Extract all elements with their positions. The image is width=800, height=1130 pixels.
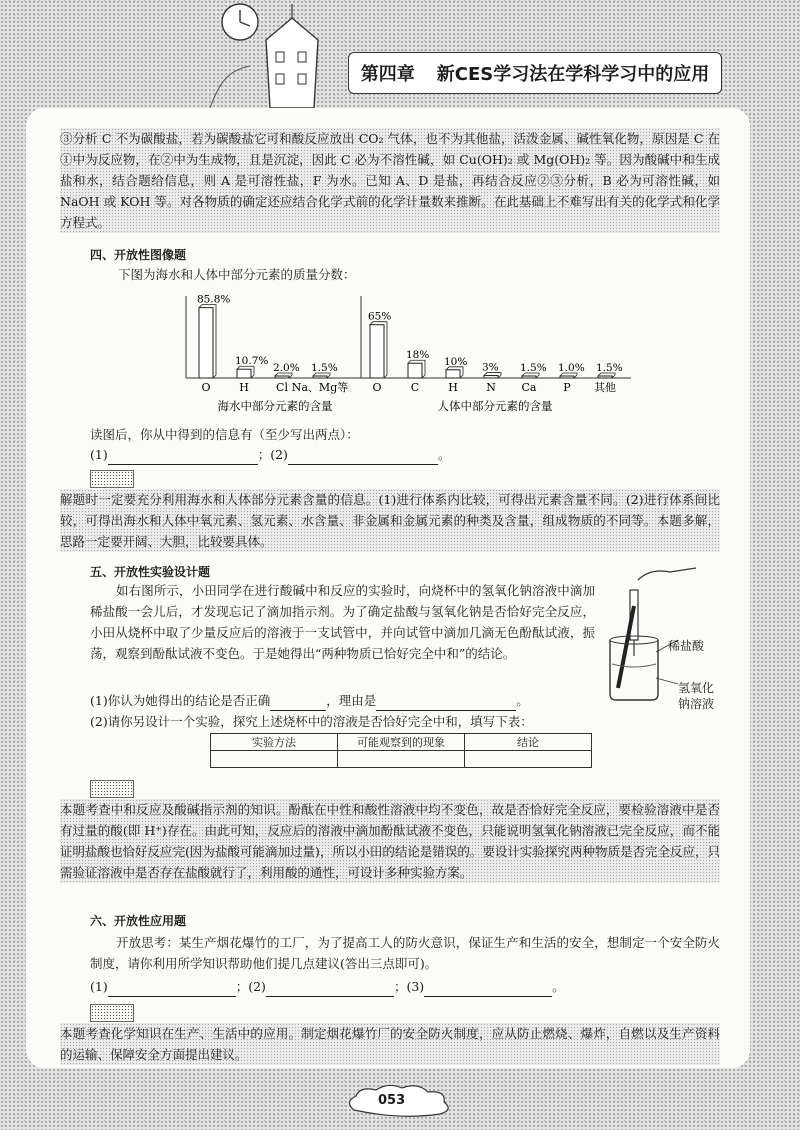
s6-answer-blank-2[interactable] xyxy=(266,982,394,997)
chart-title: 人体中部分元素的含量 xyxy=(437,399,553,413)
category-label-0: O xyxy=(372,381,382,394)
analysis-tag xyxy=(90,470,134,488)
label-dilute-hcl: 稀盐酸 xyxy=(668,639,705,653)
category-label-3: N xyxy=(486,381,496,394)
q1-end: 。 xyxy=(516,693,529,708)
section6-analysis: 本题考查化学知识在生产、生活中的应用。制定烟花爆竹厂的安全防火制度，应从防止燃烧、爆炸，自燃以及生产资料的运输、保障安全方面提出建议。 xyxy=(60,1023,720,1065)
q1-text-b: ，理由是 xyxy=(326,693,377,708)
section6-heading: 六、开放性应用题 xyxy=(90,914,187,928)
data-label-0: 85.8% xyxy=(197,293,231,306)
category-label-2: Cl xyxy=(276,381,288,394)
data-label-2: 10% xyxy=(444,355,468,368)
label-naoh-2: 钠溶液 xyxy=(678,697,715,711)
category-label-1: C xyxy=(410,381,420,394)
chapter-number: 第四章 xyxy=(360,64,415,85)
section5-analysis: 本题考查中和反应及酸碱指示剂的知识。酚酞在中性和酸性溶液中均不变色，故是否恰好完全反应，要检验溶液中是否有过量的酸(即 H⁺)存在。由此可知，反应后的溶液中滴加酚酞试液不变色，只能说明氢氧化钠溶液已完全反应，而不能证明盐酸也恰好反应完(因为盐酸可能滴加过量)，所以小田的结论是错误的。要设计实验探究两种物质是否完全反应，只需验证溶液中是否存在盐酸就行了，利用酸的通性，可设计多种实验方案。 xyxy=(60,799,720,883)
blank1-label: (1) xyxy=(90,447,108,462)
table-row xyxy=(211,751,592,768)
category-label-3: Na、Mg等 xyxy=(291,381,349,394)
data-label-0: 65% xyxy=(368,310,392,323)
analysis-tag-2 xyxy=(90,780,134,798)
chart-seawater xyxy=(180,288,370,418)
table-header-row xyxy=(211,734,592,751)
section4-heading: 四、开放性图像题 xyxy=(90,248,187,262)
section4-lead: 下图为海水和人体中部分元素的质量分数： xyxy=(118,267,356,282)
bar-6 xyxy=(598,376,612,378)
bar-1 xyxy=(237,369,251,378)
section4-question: 读图后，你从中得到的信息有（至少写出两点）： xyxy=(90,427,359,442)
answer-blank-1[interactable] xyxy=(108,450,258,465)
bar-1 xyxy=(408,363,422,378)
bar-5 xyxy=(560,376,574,378)
category-label-1: H xyxy=(239,381,249,394)
s6-blank2-label: ；(2) xyxy=(235,979,266,994)
table-cell-conclusion[interactable] xyxy=(465,751,592,768)
page-number: 053 xyxy=(378,1093,406,1108)
bar-3 xyxy=(484,376,498,378)
answer-blank-2[interactable] xyxy=(288,450,438,465)
section5-q1 xyxy=(90,690,529,711)
table-header-phenomenon: 可能观察到的现象 xyxy=(338,734,465,751)
bar-2 xyxy=(446,370,460,378)
bar-3 xyxy=(313,376,327,378)
table-header-method: 实验方法 xyxy=(211,734,338,751)
data-label-3: 3% xyxy=(482,361,499,374)
section5-q2: (2)请你另设计一个实验，探究上述烧杯中的溶液是否恰好完全中和，填写下表： xyxy=(90,714,533,729)
data-label-3: 1.5% xyxy=(311,362,338,374)
chapter-title: 新CES学习法在学科学习中的应用 xyxy=(436,64,710,85)
category-label-6: 其他 xyxy=(594,381,616,394)
chart-title: 海水中部分元素的含量 xyxy=(217,399,333,413)
table-header-conclusion: 结论 xyxy=(465,734,592,751)
s6-answer-blank-3[interactable] xyxy=(424,982,552,997)
table-cell-phenomenon[interactable] xyxy=(338,751,465,768)
section5-paragraph: 如右图所示，小田同学在进行酸碱中和反应的实验时，向烧杯中的氢氧化钠溶液中滴加稀盐酸一会儿后，才发现忘记了滴加指示剂。为了确定盐酸与氢氧化钠是否恰好完全反应，小田从烧杯中取了少量反应后的溶液于一支试管中，并向试管中滴加几滴无色酚酞试液，振荡，观察到酚酞试液不变色。于是她得出“两种物质已恰好完全中和”的结论。 xyxy=(90,583,595,661)
data-label-1: 10.7% xyxy=(235,355,269,368)
header-illustration xyxy=(200,0,360,108)
category-label-0: O xyxy=(201,381,211,394)
section6-answer-line xyxy=(90,976,565,997)
blank2-label: ；(2) xyxy=(257,447,288,462)
category-label-5: P xyxy=(563,381,571,394)
section5-heading: 五、开放性实验设计题 xyxy=(90,565,211,579)
s6-answer-blank-1[interactable] xyxy=(108,982,236,997)
experiment-table xyxy=(210,733,592,768)
section6-paragraph: 开放思考：某生产烟花爆竹的工厂，为了提高工人的防火意识，保证生产和生活的安全，想制定一个安全防火制度，请你利用所学知识帮助他们提几点建议(答出三点即可)。 xyxy=(90,935,720,971)
table-cell-method[interactable] xyxy=(211,751,338,768)
section4-analysis: 解题时一定要充分利用海水和人体部分元素含量的信息。(1)进行体系内比较，可得出元素含量不同。(2)进行体系间比较，可得出海水和人体中氧元素、氢元素、水含量、非金属和金属元素的种类及含量，组成物质的不同等。本题多解，思路一定要开阔、大胆，比较要具体。 xyxy=(60,489,720,552)
data-label-5: 1.0% xyxy=(558,362,585,374)
analysis-tag-3 xyxy=(90,1004,134,1022)
s6-blank1-label: (1) xyxy=(90,979,108,994)
category-label-2: H xyxy=(448,381,458,394)
bar-2 xyxy=(275,376,289,378)
bar-0 xyxy=(370,325,384,378)
chapter-title-bar xyxy=(348,52,722,94)
s6-blank3-label: ；(3) xyxy=(393,979,425,994)
q1-blank-correct[interactable] xyxy=(270,696,326,711)
intro-paragraph: ③分析 C 不为碳酸盐，若为碳酸盐它可和酸反应放出 CO₂ 气体，也不为其他盐，活泼金属、碱性氧化物，原因是 C 在①中为反应物，在②中为生成物，且是沉淀，因此 C 必为不溶性碱，如 Cu(OH)₂ 或 Mg(OH)₂ 等。因为酸碱中和生成盐和水，结合题给信息，则 A 是可溶性盐，F 为水。已知 A、D 是盐，再结合反应②③分析，B 必为可溶性碱，如 NaOH 或 KOH 等。对各物质的确定还应结合化学式前的化学计量数来推断。在此基础上不难写出有关的化学式和化学方程式。 xyxy=(60,128,720,233)
chart-human-body xyxy=(355,288,635,418)
label-naoh-1: 氢氧化 xyxy=(678,681,715,695)
s6-end-mark: 。 xyxy=(552,979,565,994)
section4-answer-line xyxy=(90,444,450,465)
data-label-6: 1.5% xyxy=(596,362,623,374)
data-label-2: 2.0% xyxy=(273,362,300,374)
end-mark: 。 xyxy=(437,447,451,462)
bar-4 xyxy=(522,376,536,378)
q1-text-a: (1)你认为她得出的结论是否正确 xyxy=(90,693,271,708)
bar-0 xyxy=(199,308,213,378)
category-label-4: Ca xyxy=(521,381,537,394)
data-label-4: 1.5% xyxy=(520,362,547,374)
data-label-1: 18% xyxy=(406,349,430,362)
q1-blank-reason[interactable] xyxy=(376,696,516,711)
